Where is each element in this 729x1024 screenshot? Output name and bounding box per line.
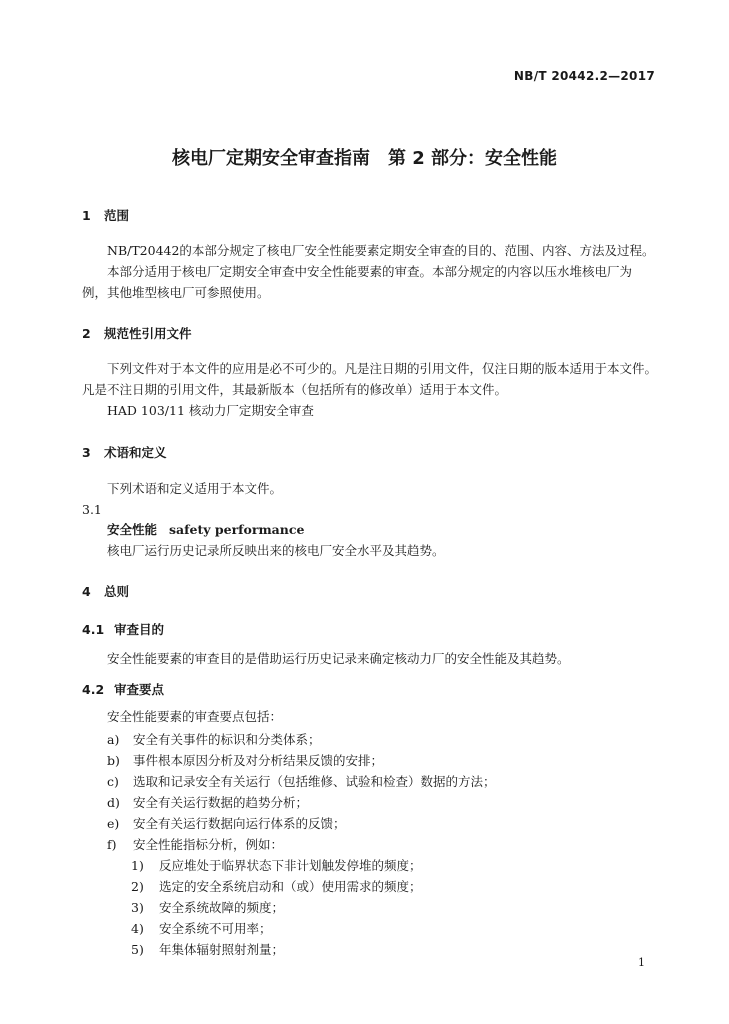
page-number: 1	[638, 956, 645, 969]
list-marker: 2)	[131, 879, 144, 894]
document-title: 核电厂定期安全审查指南 第 2 部分：安全性能	[171, 148, 558, 169]
list-item	[107, 814, 346, 832]
section-title: 规范性引用文件	[104, 326, 192, 341]
list-text: 安全系统故障的频度；	[159, 900, 285, 915]
list-text: 事件根本原因分析及对分析结果反馈的安排；	[133, 753, 384, 768]
list-marker: 4)	[131, 921, 144, 936]
section-4-1-heading	[82, 620, 164, 638]
list-item	[107, 772, 496, 790]
list-item	[107, 751, 383, 769]
term-english: safety performance	[169, 522, 305, 537]
list-marker: 1)	[131, 858, 144, 873]
sub-list-item	[131, 877, 422, 895]
subclause-number: 3.1	[82, 502, 102, 517]
list-text: 选取和记录安全有关运行（包括维修、试验和检查）数据的方法；	[133, 774, 496, 789]
paragraph: 下列文件对于本文件的应用是必不可少的。凡是注日期的引用文件，仅注日期的版本适用于本文件。	[107, 361, 658, 376]
sub-list-item	[131, 940, 284, 958]
list-marker: a)	[107, 732, 120, 747]
section-4-heading	[82, 582, 129, 600]
section-number: 4	[82, 584, 91, 599]
section-number: 2	[82, 326, 91, 341]
paragraph: 本部分适用于核电厂定期安全审查中安全性能要素的审查。本部分规定的内容以压水堆核电厂为	[107, 264, 633, 279]
list-item	[107, 730, 321, 748]
sub-list-item	[131, 919, 272, 937]
list-text: 安全性能指标分析，例如：	[133, 837, 284, 852]
sub-list-item	[131, 898, 284, 916]
paragraph-continuation: 例，其他堆型核电厂可参照使用。	[82, 285, 270, 300]
standard-code: NB/T 20442.2—2017	[513, 69, 655, 83]
list-marker: d)	[107, 795, 120, 810]
list-marker: b)	[107, 753, 120, 768]
paragraph-continuation: 凡是不注日期的引用文件，其最新版本（包括所有的修改单）适用于本文件。	[82, 382, 508, 397]
list-intro: 安全性能要素的审查要点包括：	[107, 709, 283, 724]
paragraph: 安全性能要素的审查目的是借助运行历史记录来确定核动力厂的安全性能及其趋势。	[107, 651, 570, 666]
section-3-heading	[82, 443, 167, 461]
section-number: 1	[82, 208, 91, 223]
list-item	[107, 793, 308, 811]
section-number: 4.1	[82, 622, 105, 637]
list-text: 安全系统不可用率；	[159, 921, 272, 936]
list-text: 反应堆处于临界状态下非计划触发停堆的频度；	[159, 858, 422, 873]
section-title: 范围	[104, 208, 130, 223]
section-4-2-heading	[82, 680, 164, 698]
sub-list-item	[131, 856, 422, 874]
section-title: 审查目的	[114, 622, 165, 637]
section-number: 3	[82, 445, 91, 460]
section-2-heading	[82, 324, 192, 342]
list-text: 安全有关事件的标识和分类体系；	[133, 732, 321, 747]
section-number: 4.2	[82, 682, 105, 697]
list-text: 年集体辐射照射剂量；	[159, 942, 285, 957]
section-title: 术语和定义	[104, 445, 167, 460]
list-marker: e)	[107, 816, 120, 831]
list-text: 安全有关运行数据向运行体系的反馈；	[133, 816, 346, 831]
list-text: 安全有关运行数据的趋势分析；	[133, 795, 309, 810]
term-definition: 核电厂运行历史记录所反映出来的核电厂安全水平及其趋势。	[107, 543, 445, 558]
list-marker: 5)	[131, 942, 144, 957]
list-marker: c)	[107, 774, 119, 789]
normative-reference: HAD 103/11 核动力厂定期安全审查	[107, 403, 314, 418]
list-text: 选定的安全系统启动和（或）使用需求的频度；	[159, 879, 422, 894]
paragraph: 下列术语和定义适用于本文件。	[107, 481, 283, 496]
section-1-heading	[82, 206, 129, 224]
paragraph: NB/T20442的本部分规定了核电厂安全性能要素定期安全审查的目的、范围、内容、方法及过程。	[107, 243, 655, 258]
list-marker: f)	[107, 837, 117, 852]
section-title: 审查要点	[114, 682, 165, 697]
list-item	[107, 835, 283, 853]
term-entry	[107, 519, 682, 540]
section-title: 总则	[104, 584, 130, 599]
list-marker: 3)	[131, 900, 144, 915]
term-chinese: 安全性能	[107, 522, 158, 537]
